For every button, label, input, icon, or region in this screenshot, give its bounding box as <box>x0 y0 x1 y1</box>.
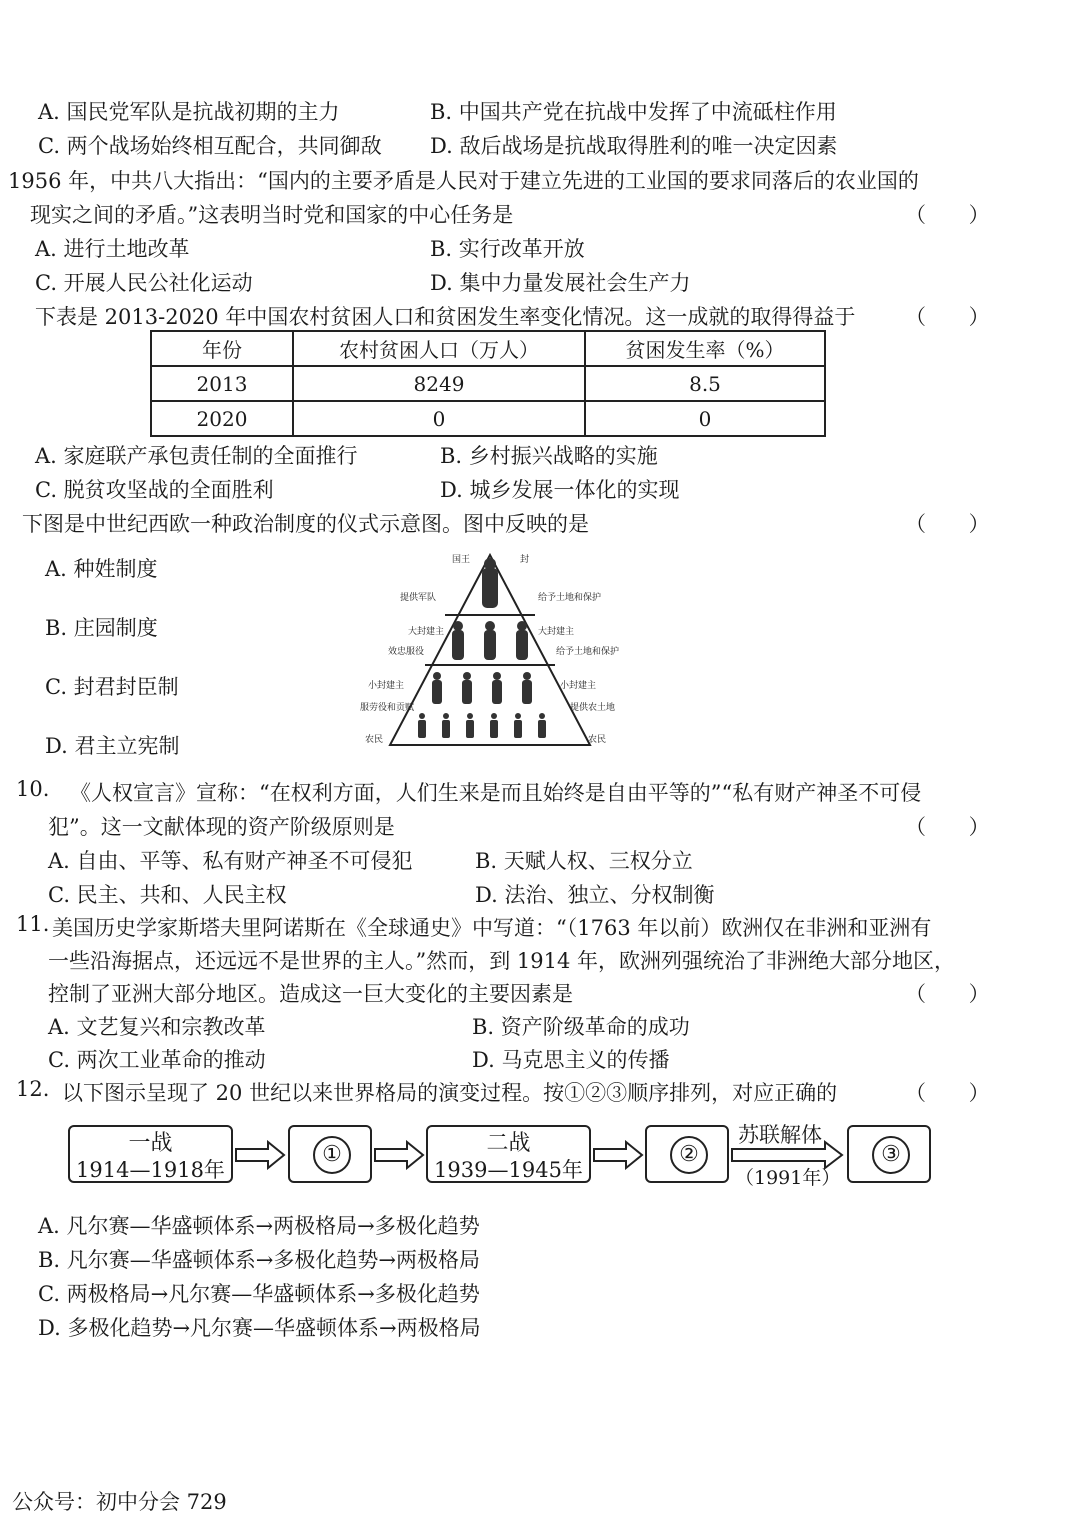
prev-option-d: D. 敌后战场是抗战取得胜利的唯一决定因素 <box>430 134 838 158</box>
q7-option-b: B. 实行改革开放 <box>430 237 585 261</box>
pyramid-label-left2: 大封建主 <box>408 627 445 637</box>
q10-number: 10. <box>16 777 50 801</box>
q8-stem: 下表是 2013-2020 年中国农村贫困人口和贫困发生率变化情况。这一成就的取得得益于 <box>35 305 856 329</box>
q9-option-b: B. 庄园制度 <box>45 616 158 640</box>
q10-stem-line2: 犯”。这一文献体现的资产阶级原则是 <box>48 815 395 839</box>
q12-number: 12. <box>16 1077 50 1101</box>
q11-answer-paren: （ ） <box>905 982 1008 1006</box>
flow-box-ww2 <box>426 1125 591 1183</box>
q11-option-a: A. 文艺复兴和宗教改革 <box>48 1015 266 1039</box>
q11-stem-line2: 一些沿海据点，还远远不是世界的主人。”然而，到 1914 年，欧洲列强统治了非洲绝大部分地区， <box>48 949 956 973</box>
table-header-row <box>151 331 825 366</box>
q7-option-d: D. 集中力量发展社会生产力 <box>430 271 691 295</box>
flow-circle-3: ③ <box>872 1136 910 1174</box>
q9-stem: 下图是中世纪西欧一种政治制度的仪式示意图。图中反映的是 <box>22 512 589 536</box>
table-cell: 8.5 <box>585 366 825 401</box>
q7-stem-line2: 现实之间的矛盾。”这表明当时党和国家的中心任务是 <box>30 203 514 227</box>
q7-answer-paren: （ ） <box>905 203 1008 227</box>
q12-answer-paren: （ ） <box>905 1081 1008 1105</box>
q11-number: 11. <box>16 912 50 936</box>
q7-option-c: C. 开展人民公社化运动 <box>35 271 253 295</box>
table-cell: 2020 <box>151 401 293 436</box>
flow-circle-2: ② <box>670 1136 708 1174</box>
table-cell: 0 <box>585 401 825 436</box>
q8-option-c: C. 脱贫攻坚战的全面胜利 <box>35 478 274 502</box>
table-row <box>151 401 825 436</box>
q9-answer-paren: （ ） <box>905 512 1008 536</box>
flow-arrow-2 <box>373 1140 425 1170</box>
pyramid-label-bottom-left: 农民 <box>365 735 384 745</box>
flow-ww2-years: 1939—1945年 <box>434 1158 583 1182</box>
pyramid-label-right5: 提供农土地 <box>570 703 616 713</box>
pyramid-label-right2: 大封建主 <box>538 627 575 637</box>
pyramid-label-left3: 效忠服役 <box>388 647 425 657</box>
q8-option-a: A. 家庭联产承包责任制的全面推行 <box>35 444 358 468</box>
table-cell: 8249 <box>293 366 585 401</box>
pyramid-label-top-right: 封 <box>520 555 530 565</box>
q12-stem: 以下图示呈现了 20 世纪以来世界格局的演变过程。按①②③顺序排列，对应正确的 <box>62 1081 838 1105</box>
table-cell: 0 <box>293 401 585 436</box>
q8-answer-paren: （ ） <box>905 305 1008 329</box>
table-header-year: 年份 <box>151 331 293 366</box>
pyramid-label-right3: 给予土地和保护 <box>556 647 620 657</box>
q11-stem-line3: 控制了亚洲大部分地区。造成这一巨大变化的主要因素是 <box>48 982 573 1006</box>
table-header-population: 农村贫困人口（万人） <box>293 331 585 366</box>
feudal-pyramid-illustration <box>360 550 620 750</box>
q12-option-c: C. 两极格局→凡尔赛—华盛顿体系→多极化趋势 <box>38 1282 480 1306</box>
pyramid-label-bottom-right: 农民 <box>588 735 607 745</box>
q11-option-d: D. 马克思主义的传播 <box>472 1048 670 1072</box>
footer-watermark: 公众号：初中分会 729 <box>12 1490 227 1514</box>
table-header-rate: 贫困发生率（%） <box>585 331 825 366</box>
flow-ww2-title: 二战 <box>486 1131 531 1156</box>
q12-option-a: A. 凡尔赛—华盛顿体系→两极格局→多极化趋势 <box>38 1214 480 1238</box>
q10-option-c: C. 民主、共和、人民主权 <box>48 883 287 907</box>
pyramid-label-left4: 小封建主 <box>368 681 405 691</box>
q10-option-b: B. 天赋人权、三权分立 <box>475 849 693 873</box>
q11-stem-line1: 美国历史学家斯塔夫里阿诺斯在《全球通史》中写道：“（1763 年以前）欧洲仅在非洲和亚洲有 <box>52 916 932 940</box>
flow-ussr-year: （1991年） <box>735 1167 841 1189</box>
pyramid-label-left1: 提供军队 <box>400 593 437 603</box>
q8-option-d: D. 城乡发展一体化的实现 <box>440 478 680 502</box>
flow-ussr-label: 苏联解体 <box>738 1123 822 1147</box>
table-cell: 2013 <box>151 366 293 401</box>
q10-option-d: D. 法治、独立、分权制衡 <box>475 883 715 907</box>
q12-option-b: B. 凡尔赛—华盛顿体系→多极化趋势→两极格局 <box>38 1248 480 1272</box>
q9-option-d: D. 君主立宪制 <box>45 734 180 758</box>
prev-option-c: C. 两个战场始终相互配合，共同御敌 <box>38 134 382 158</box>
q8-option-b: B. 乡村振兴战略的实施 <box>440 444 658 468</box>
flow-arrow-1 <box>234 1140 286 1170</box>
q10-stem-line1: 《人权宣言》宣称：“在权利方面，人们生来是而且始终是自由平等的”“私有财产神圣不可侵 <box>70 781 922 805</box>
pyramid-label-right4: 小封建主 <box>560 681 597 691</box>
q10-option-a: A. 自由、平等、私有财产神圣不可侵犯 <box>48 849 413 873</box>
pyramid-label-top: 国王 <box>452 555 471 565</box>
q12-option-d: D. 多极化趋势→凡尔赛—华盛顿体系→两极格局 <box>38 1316 481 1340</box>
flow-box-ww1 <box>68 1125 233 1183</box>
flow-box-3 <box>847 1125 931 1183</box>
flow-box-2 <box>645 1125 729 1183</box>
prev-option-b: B. 中国共产党在抗战中发挥了中流砥柱作用 <box>430 100 837 124</box>
flow-circle-1: ① <box>313 1136 351 1174</box>
q9-option-a: A. 种姓制度 <box>45 557 158 581</box>
table-row <box>151 366 825 401</box>
flow-ww1-years: 1914—1918年 <box>76 1158 225 1182</box>
q11-option-b: B. 资产阶级革命的成功 <box>472 1015 690 1039</box>
q7-stem-line1: 1956 年，中共八大指出：“国内的主要矛盾是人民对于建立先进的工业国的要求同落后的农业国的 <box>8 169 919 193</box>
poverty-table <box>150 330 826 437</box>
q7-option-a: A. 进行土地改革 <box>35 237 190 261</box>
pyramid-label-right1: 给予土地和保护 <box>538 593 602 603</box>
prev-option-a: A. 国民党军队是抗战初期的主力 <box>38 100 340 124</box>
flow-ww1-title: 一战 <box>128 1131 173 1156</box>
q10-answer-paren: （ ） <box>905 815 1008 839</box>
q9-option-c: C. 封君封臣制 <box>45 675 179 699</box>
flow-arrow-3 <box>592 1140 644 1170</box>
flow-box-1 <box>288 1125 372 1183</box>
pyramid-label-left5: 服劳役和贡赋 <box>360 703 415 713</box>
q11-option-c: C. 两次工业革命的推动 <box>48 1048 266 1072</box>
